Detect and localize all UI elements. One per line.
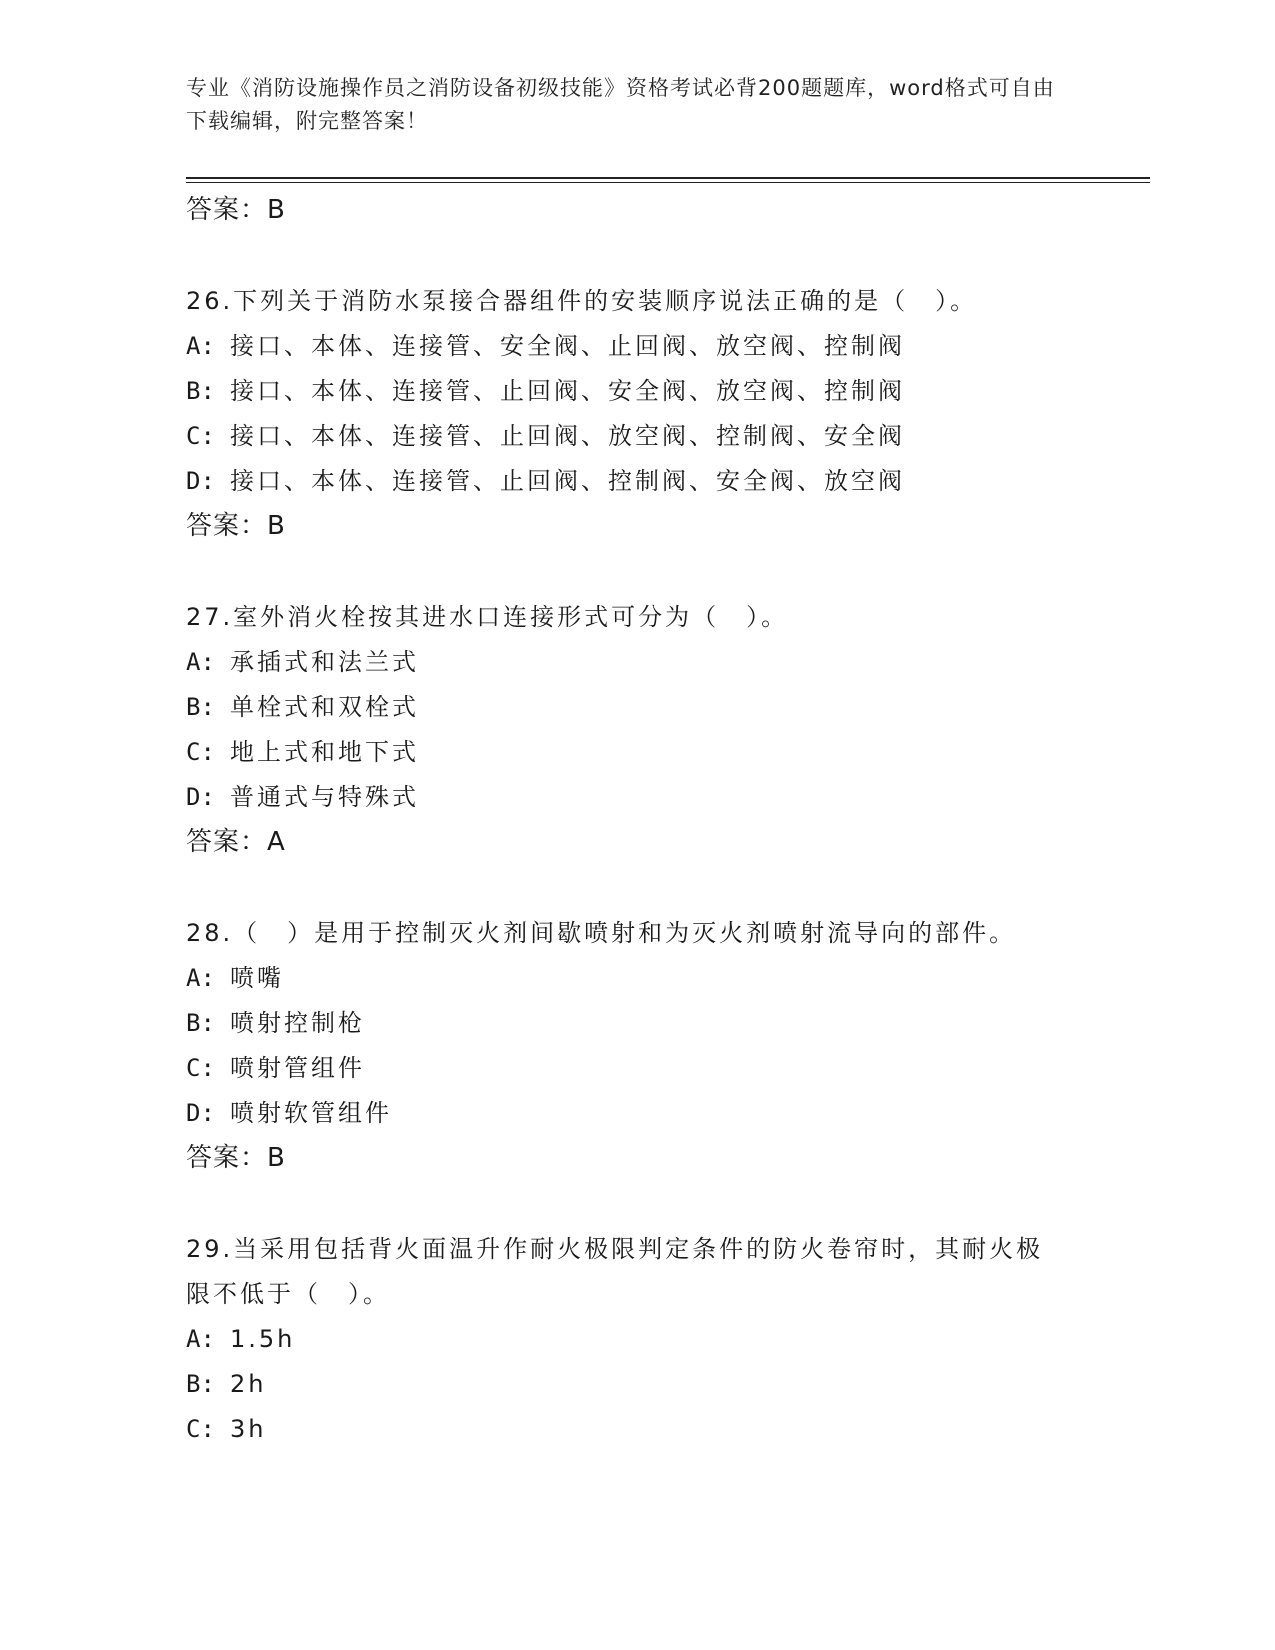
question-stem: 29.当采用包括背火面温升作耐火极限判定条件的防火卷帘时，其耐火极限不低于（ ）。 <box>186 1235 1044 1308</box>
option-key: C: <box>186 1415 215 1443</box>
option-key: D: <box>186 1099 215 1127</box>
answer: 答案：B <box>186 511 286 541</box>
option-a <box>186 324 1086 369</box>
question-26 <box>186 279 1086 549</box>
question-list <box>186 188 1086 1452</box>
option-key: B: <box>186 693 215 721</box>
option-c <box>186 730 1086 775</box>
question-stem: 28.（ ）是用于控制灭火剂间歇喷射和为灭火剂喷射流导向的部件。 <box>186 919 1017 947</box>
option-b <box>186 1001 1086 1046</box>
option-d <box>186 775 1086 820</box>
option-c <box>186 1407 1086 1452</box>
option-text: 接口、本体、连接管、止回阀、放空阀、控制阀、安全阀 <box>230 422 905 450</box>
option-key: D: <box>186 467 215 495</box>
option-c <box>186 414 1086 459</box>
option-text: 地上式和地下式 <box>230 738 419 766</box>
option-b <box>186 1362 1086 1407</box>
option-key: B: <box>186 1370 215 1398</box>
option-key: A: <box>186 648 215 676</box>
option-key: B: <box>186 377 215 405</box>
option-a <box>186 956 1086 1001</box>
option-text: 单栓式和双栓式 <box>230 693 419 721</box>
option-text: 接口、本体、连接管、安全阀、止回阀、放空阀、控制阀 <box>230 332 905 360</box>
question-stem: 26.下列关于消防水泵接合器组件的安装顺序说法正确的是（ ）。 <box>186 287 978 315</box>
option-key: C: <box>186 1054 215 1082</box>
option-text: 喷嘴 <box>230 964 284 992</box>
option-text: 3h <box>230 1415 267 1443</box>
option-d <box>186 1091 1086 1136</box>
option-b <box>186 369 1086 414</box>
option-key: C: <box>186 738 215 766</box>
option-key: C: <box>186 422 215 450</box>
option-text: 接口、本体、连接管、止回阀、安全阀、放空阀、控制阀 <box>230 377 905 405</box>
question-27 <box>186 595 1086 865</box>
answer: 答案：B <box>186 1143 286 1173</box>
option-text: 普通式与特殊式 <box>230 783 419 811</box>
header-rule-thin <box>186 182 1150 183</box>
option-key: A: <box>186 1325 215 1353</box>
option-text: 接口、本体、连接管、止回阀、控制阀、安全阀、放空阀 <box>230 467 905 495</box>
option-a <box>186 640 1086 685</box>
option-key: D: <box>186 783 215 811</box>
option-text: 2h <box>230 1370 267 1398</box>
option-key: A: <box>186 964 215 992</box>
header-rule-thick <box>186 177 1150 179</box>
option-text: 喷射软管组件 <box>230 1099 392 1127</box>
option-text: 喷射控制枪 <box>230 1009 365 1037</box>
option-text: 喷射管组件 <box>230 1054 365 1082</box>
option-c <box>186 1046 1086 1091</box>
option-text: 承插式和法兰式 <box>230 648 419 676</box>
option-d <box>186 459 1086 504</box>
answer-prev: 答案：B <box>186 195 286 225</box>
question-29 <box>186 1227 1086 1452</box>
option-text: 1.5h <box>230 1325 296 1353</box>
option-b <box>186 685 1086 730</box>
option-key: A: <box>186 332 215 360</box>
page-header: 专业《消防设施操作员之消防设备初级技能》资格考试必背200题题库，word格式可自由下载编辑，附完整答案！ <box>186 76 1055 133</box>
answer: 答案：A <box>186 827 286 857</box>
option-key: B: <box>186 1009 215 1037</box>
option-a <box>186 1317 1086 1362</box>
question-28 <box>186 911 1086 1181</box>
question-stem: 27.室外消火栓按其进水口连接形式可分为（ ）。 <box>186 603 789 631</box>
